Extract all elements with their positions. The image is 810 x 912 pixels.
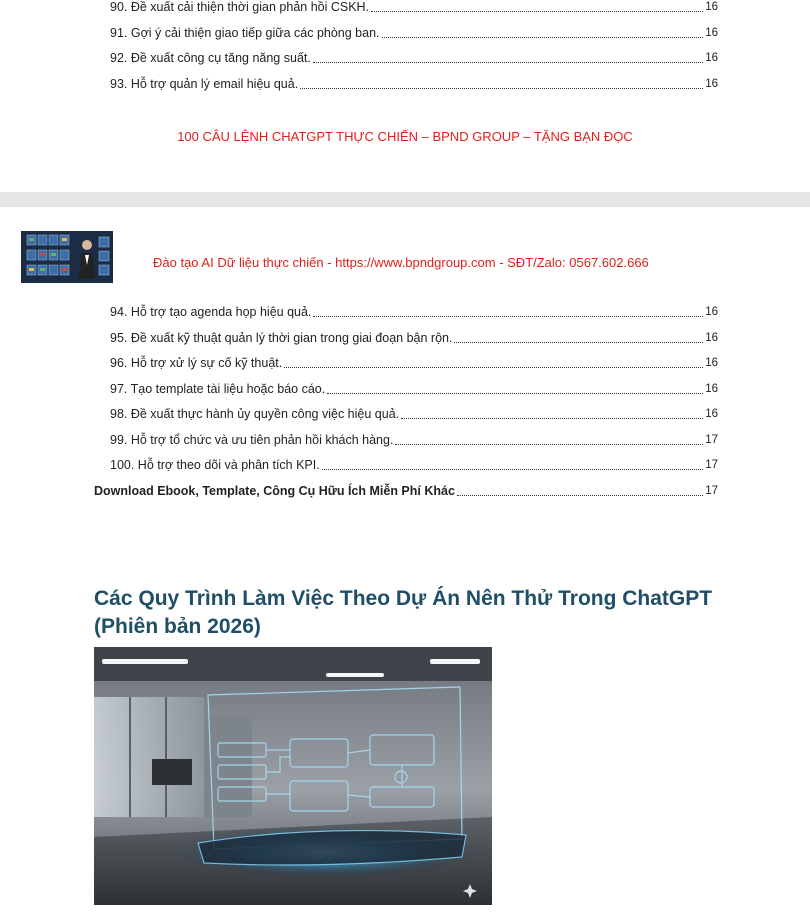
toc-entry[interactable] <box>110 328 718 346</box>
toc-entry-page: 16 <box>705 332 718 344</box>
toc-leader-dots <box>322 457 703 470</box>
toc-entry-label: 100. Hỗ trợ theo dõi và phân tích KPI. <box>110 458 320 472</box>
page-gap <box>0 192 810 207</box>
toc-leader-dots <box>454 330 703 343</box>
toc-entry-label: 97. Tạo template tài liệu hoặc báo cáo. <box>110 382 326 396</box>
toc-entry-label: 95. Đề xuất kỹ thuật quản lý thời gian trong giai đoạn bận rộn. <box>110 331 453 345</box>
toc-entry-label: 94. Hỗ trợ tạo agenda họp hiệu quả. <box>110 305 312 319</box>
toc-entry[interactable] <box>110 48 718 66</box>
toc-entry[interactable] <box>110 455 718 473</box>
toc-entry-download[interactable] <box>94 481 718 499</box>
toc-leader-dots <box>313 304 703 317</box>
toc-entry-label: 90. Đề xuất cải thiện thời gian phản hồi CSKH. <box>110 0 370 14</box>
toc-entry-page: 17 <box>705 434 718 446</box>
page-top <box>0 0 810 192</box>
toc-leader-dots <box>401 406 703 419</box>
toc-entry-label: 91. Gợi ý cải thiện giao tiếp giữa các phòng ban. <box>110 26 380 40</box>
toc-leader-dots <box>382 25 704 38</box>
toc-entry-label: 99. Hỗ trợ tổ chức và ưu tiên phản hồi khách hàng. <box>110 433 394 447</box>
toc-entry-page: 16 <box>705 408 718 420</box>
toc-leader-dots <box>395 432 703 445</box>
toc-entry-label: Download Ebook, Template, Công Cụ Hữu Ích Miễn Phí Khác <box>94 484 455 498</box>
toc-entry-label: 93. Hỗ trợ quản lý email hiệu quả. <box>110 77 299 91</box>
toc-leader-dots <box>313 50 703 63</box>
toc-entry[interactable] <box>110 353 718 371</box>
toc-entry-page: 17 <box>705 485 718 497</box>
toc-entry-page: 17 <box>705 459 718 471</box>
toc-entry-page: 16 <box>705 306 718 318</box>
toc-leader-dots <box>327 381 703 394</box>
toc-leader-dots <box>371 0 703 12</box>
page-footer-note: 100 CÂU LỆNH CHATGPT THỰC CHIẾN – BPND GROUP – TẶNG BẠN ĐỌC <box>177 129 633 144</box>
toc-entry[interactable] <box>110 23 718 41</box>
section-title: Các Quy Trình Làm Việc Theo Dự Án Nên Thử Trong ChatGPT (Phiên bản 2026) <box>94 587 713 638</box>
office-hologram-illustration-icon <box>94 647 492 905</box>
thumbnail-collage-icon <box>21 231 113 283</box>
toc-entry-label: 98. Đề xuất thực hành ủy quyền công việc hiệu quả. <box>110 407 400 421</box>
toc-entry-label: 96. Hỗ trợ xử lý sự cố kỹ thuật. <box>110 356 283 370</box>
hero-image <box>94 647 492 905</box>
toc-entry[interactable] <box>110 0 718 15</box>
toc-entry[interactable] <box>110 379 718 397</box>
toc-entry[interactable] <box>110 74 718 92</box>
toc-entry[interactable] <box>110 302 718 320</box>
header-thumbnail-image <box>21 231 113 283</box>
toc-entry[interactable] <box>110 404 718 422</box>
toc-entry-page: 16 <box>705 78 718 90</box>
page-header-text: Đào tạo AI Dữ liệu thực chiến - https://www.bpndgroup.com - SĐT/Zalo: 0567.602.666 <box>153 255 649 270</box>
toc-entry-page: 16 <box>705 27 718 39</box>
toc-entry-label: 92. Đề xuất công cụ tăng năng suất. <box>110 51 311 65</box>
toc-leader-dots <box>284 355 703 368</box>
toc-entry-page: 16 <box>705 357 718 369</box>
toc-entry-page: 16 <box>705 52 718 64</box>
toc-entry[interactable] <box>110 430 718 448</box>
toc-leader-dots <box>300 76 703 89</box>
toc-entry-page: 16 <box>705 1 718 13</box>
toc-leader-dots <box>457 483 703 496</box>
toc-entry-page: 16 <box>705 383 718 395</box>
